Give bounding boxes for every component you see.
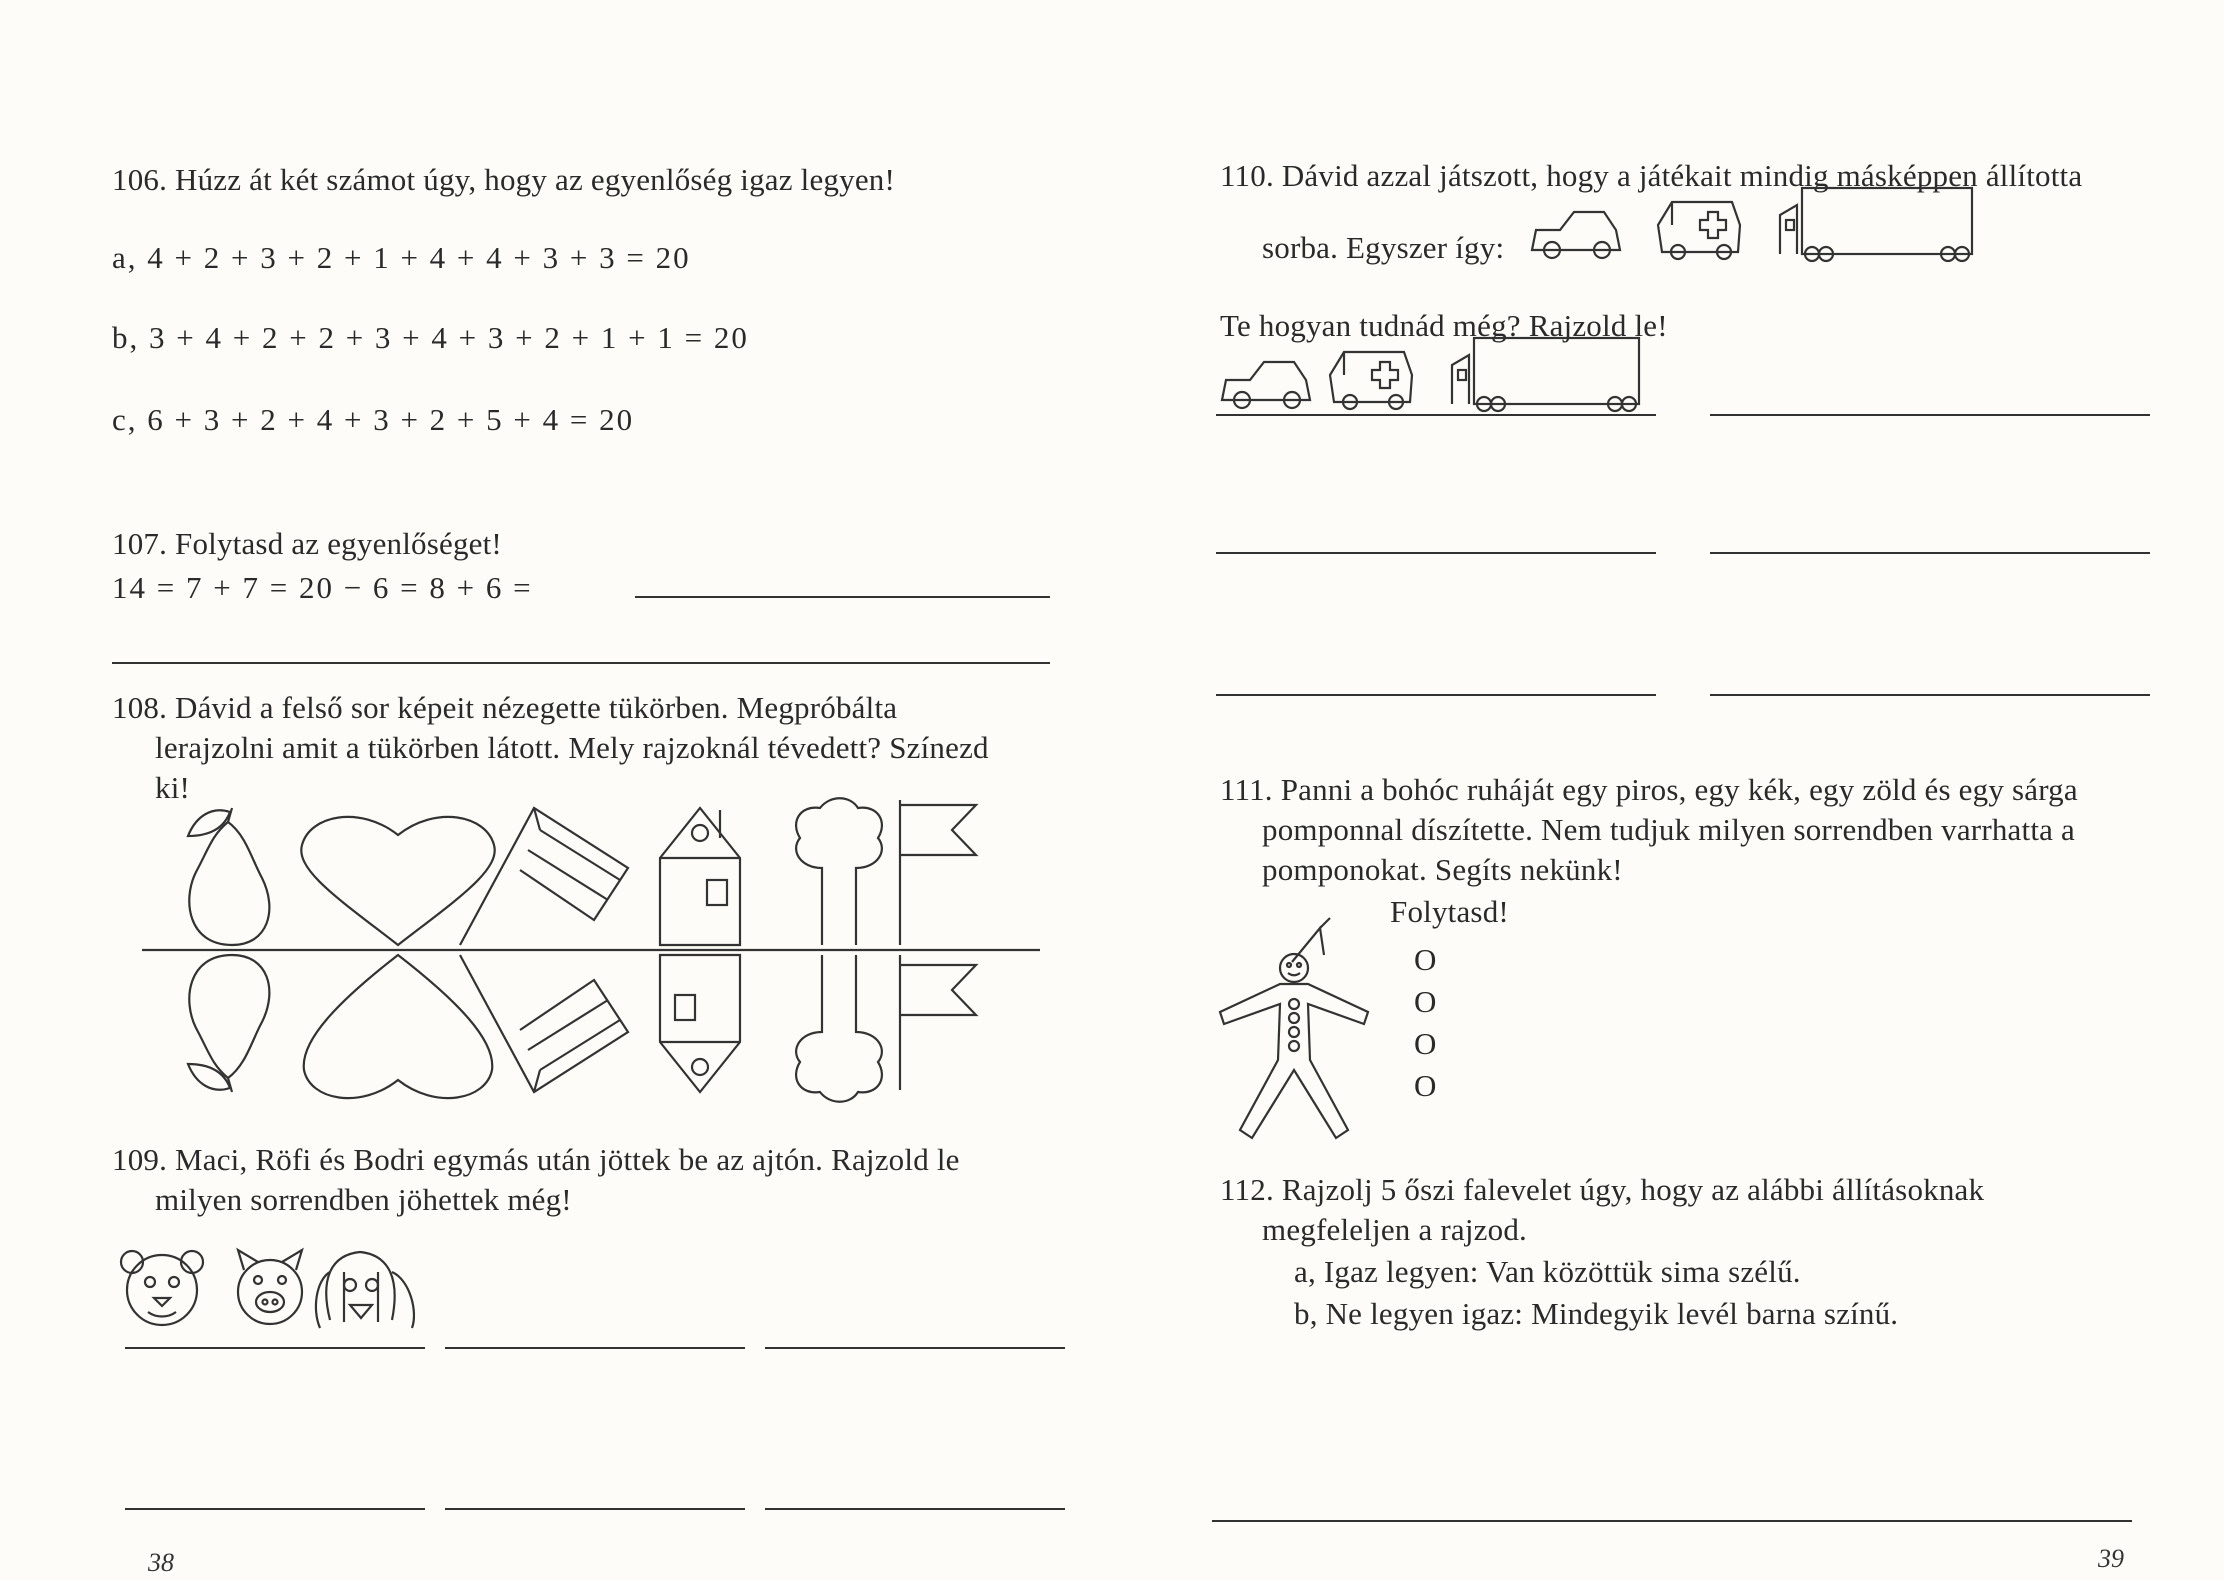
- pompon-1[interactable]: O: [1414, 942, 1437, 977]
- ex109-answer-line-2[interactable]: [445, 1347, 745, 1349]
- ex109-answer-line-5[interactable]: [445, 1508, 745, 1510]
- ex107-equation: 14 = 7 + 7 = 20 − 6 = 8 + 6 =: [112, 570, 533, 605]
- ex106-equation-a[interactable]: a, 4 + 2 + 3 + 2 + 1 + 4 + 4 + 3 + 3 = 20: [112, 240, 691, 275]
- ex111-text-line-4: Folytasd!: [1390, 894, 1509, 929]
- ex112-text-line-1: 112. Rajzolj 5 őszi falevelet úgy, hogy az alábbi állításoknak: [1220, 1172, 1985, 1207]
- ex109-answer-line-4[interactable]: [125, 1508, 425, 1510]
- ex110-text-line-2: sorba. Egyszer így:: [1262, 230, 1505, 265]
- ex106-title: 106. Húzz át két számot úgy, hogy az egyenlőség igaz legyen!: [112, 162, 896, 197]
- ex109-answer-line-3[interactable]: [765, 1347, 1065, 1349]
- ex111-text-line-2: pomponnal díszítette. Nem tudjuk milyen sorrendben varrhatta a: [1262, 812, 2076, 847]
- ex106-equation-b[interactable]: b, 3 + 4 + 2 + 2 + 3 + 4 + 3 + 2 + 1 + 1 = 20: [112, 320, 749, 355]
- ex110-text-line-3: Te hogyan tudnád még? Rajzold le!: [1220, 308, 1668, 343]
- pompon-2[interactable]: O: [1414, 984, 1437, 1019]
- pig-face-icon: [238, 1250, 302, 1324]
- ex109-answer-line-6[interactable]: [765, 1508, 1065, 1510]
- ex108-text-line-3: ki!: [155, 770, 191, 805]
- clown-figure-icon[interactable]: [1112, 0, 2224, 1580]
- bear-face-icon: [121, 1251, 203, 1325]
- ex111-text-line-3: pomponokat. Segíts nekünk!: [1262, 852, 1623, 887]
- ex106-equation-c[interactable]: c, 6 + 3 + 2 + 4 + 3 + 2 + 5 + 4 = 20: [112, 402, 635, 437]
- ex108-text-line-1: 108. Dávid a felső sor képeit nézegette tükörben. Megpróbálta: [112, 690, 898, 725]
- ex109-text-line-2: milyen sorrendben jöhettek még!: [155, 1182, 572, 1217]
- page-number-left: 38: [148, 1548, 174, 1577]
- ex109-answer-line-1[interactable]: [125, 1347, 425, 1349]
- right-page: [1112, 0, 2224, 1580]
- ex112-text-line-2: megfeleljen a rajzod.: [1262, 1212, 1527, 1247]
- pompon-3[interactable]: O: [1414, 1026, 1437, 1061]
- ex111-text-line-1: 111. Panni a bohóc ruháját egy piros, egy kék, egy zöld és egy sárga: [1220, 772, 2078, 807]
- pompon-4[interactable]: O: [1414, 1068, 1437, 1103]
- ex110-text-line-1: 110. Dávid azzal játszott, hogy a játékait mindig másképpen állította: [1220, 158, 2083, 193]
- ex112-answer-line[interactable]: [1212, 1520, 2132, 1522]
- ex107-title: 107. Folytasd az egyenlőséget!: [112, 526, 502, 561]
- dog-face-icon: [316, 1252, 414, 1328]
- ex112-statement-b: b, Ne legyen igaz: Mindegyik levél barna színű.: [1294, 1296, 1899, 1331]
- page-number-right: 39: [2098, 1544, 2124, 1573]
- ex108-text-line-2: lerajzolni amit a tükörben látott. Mely rajzoknál tévedett? Színezd: [155, 730, 989, 765]
- ex109-text-line-1: 109. Maci, Röfi és Bodri egymás után jöttek be az ajtón. Rajzold le: [112, 1142, 960, 1177]
- ex112-statement-a: a, Igaz legyen: Van közöttük sima szélű.: [1294, 1254, 1801, 1289]
